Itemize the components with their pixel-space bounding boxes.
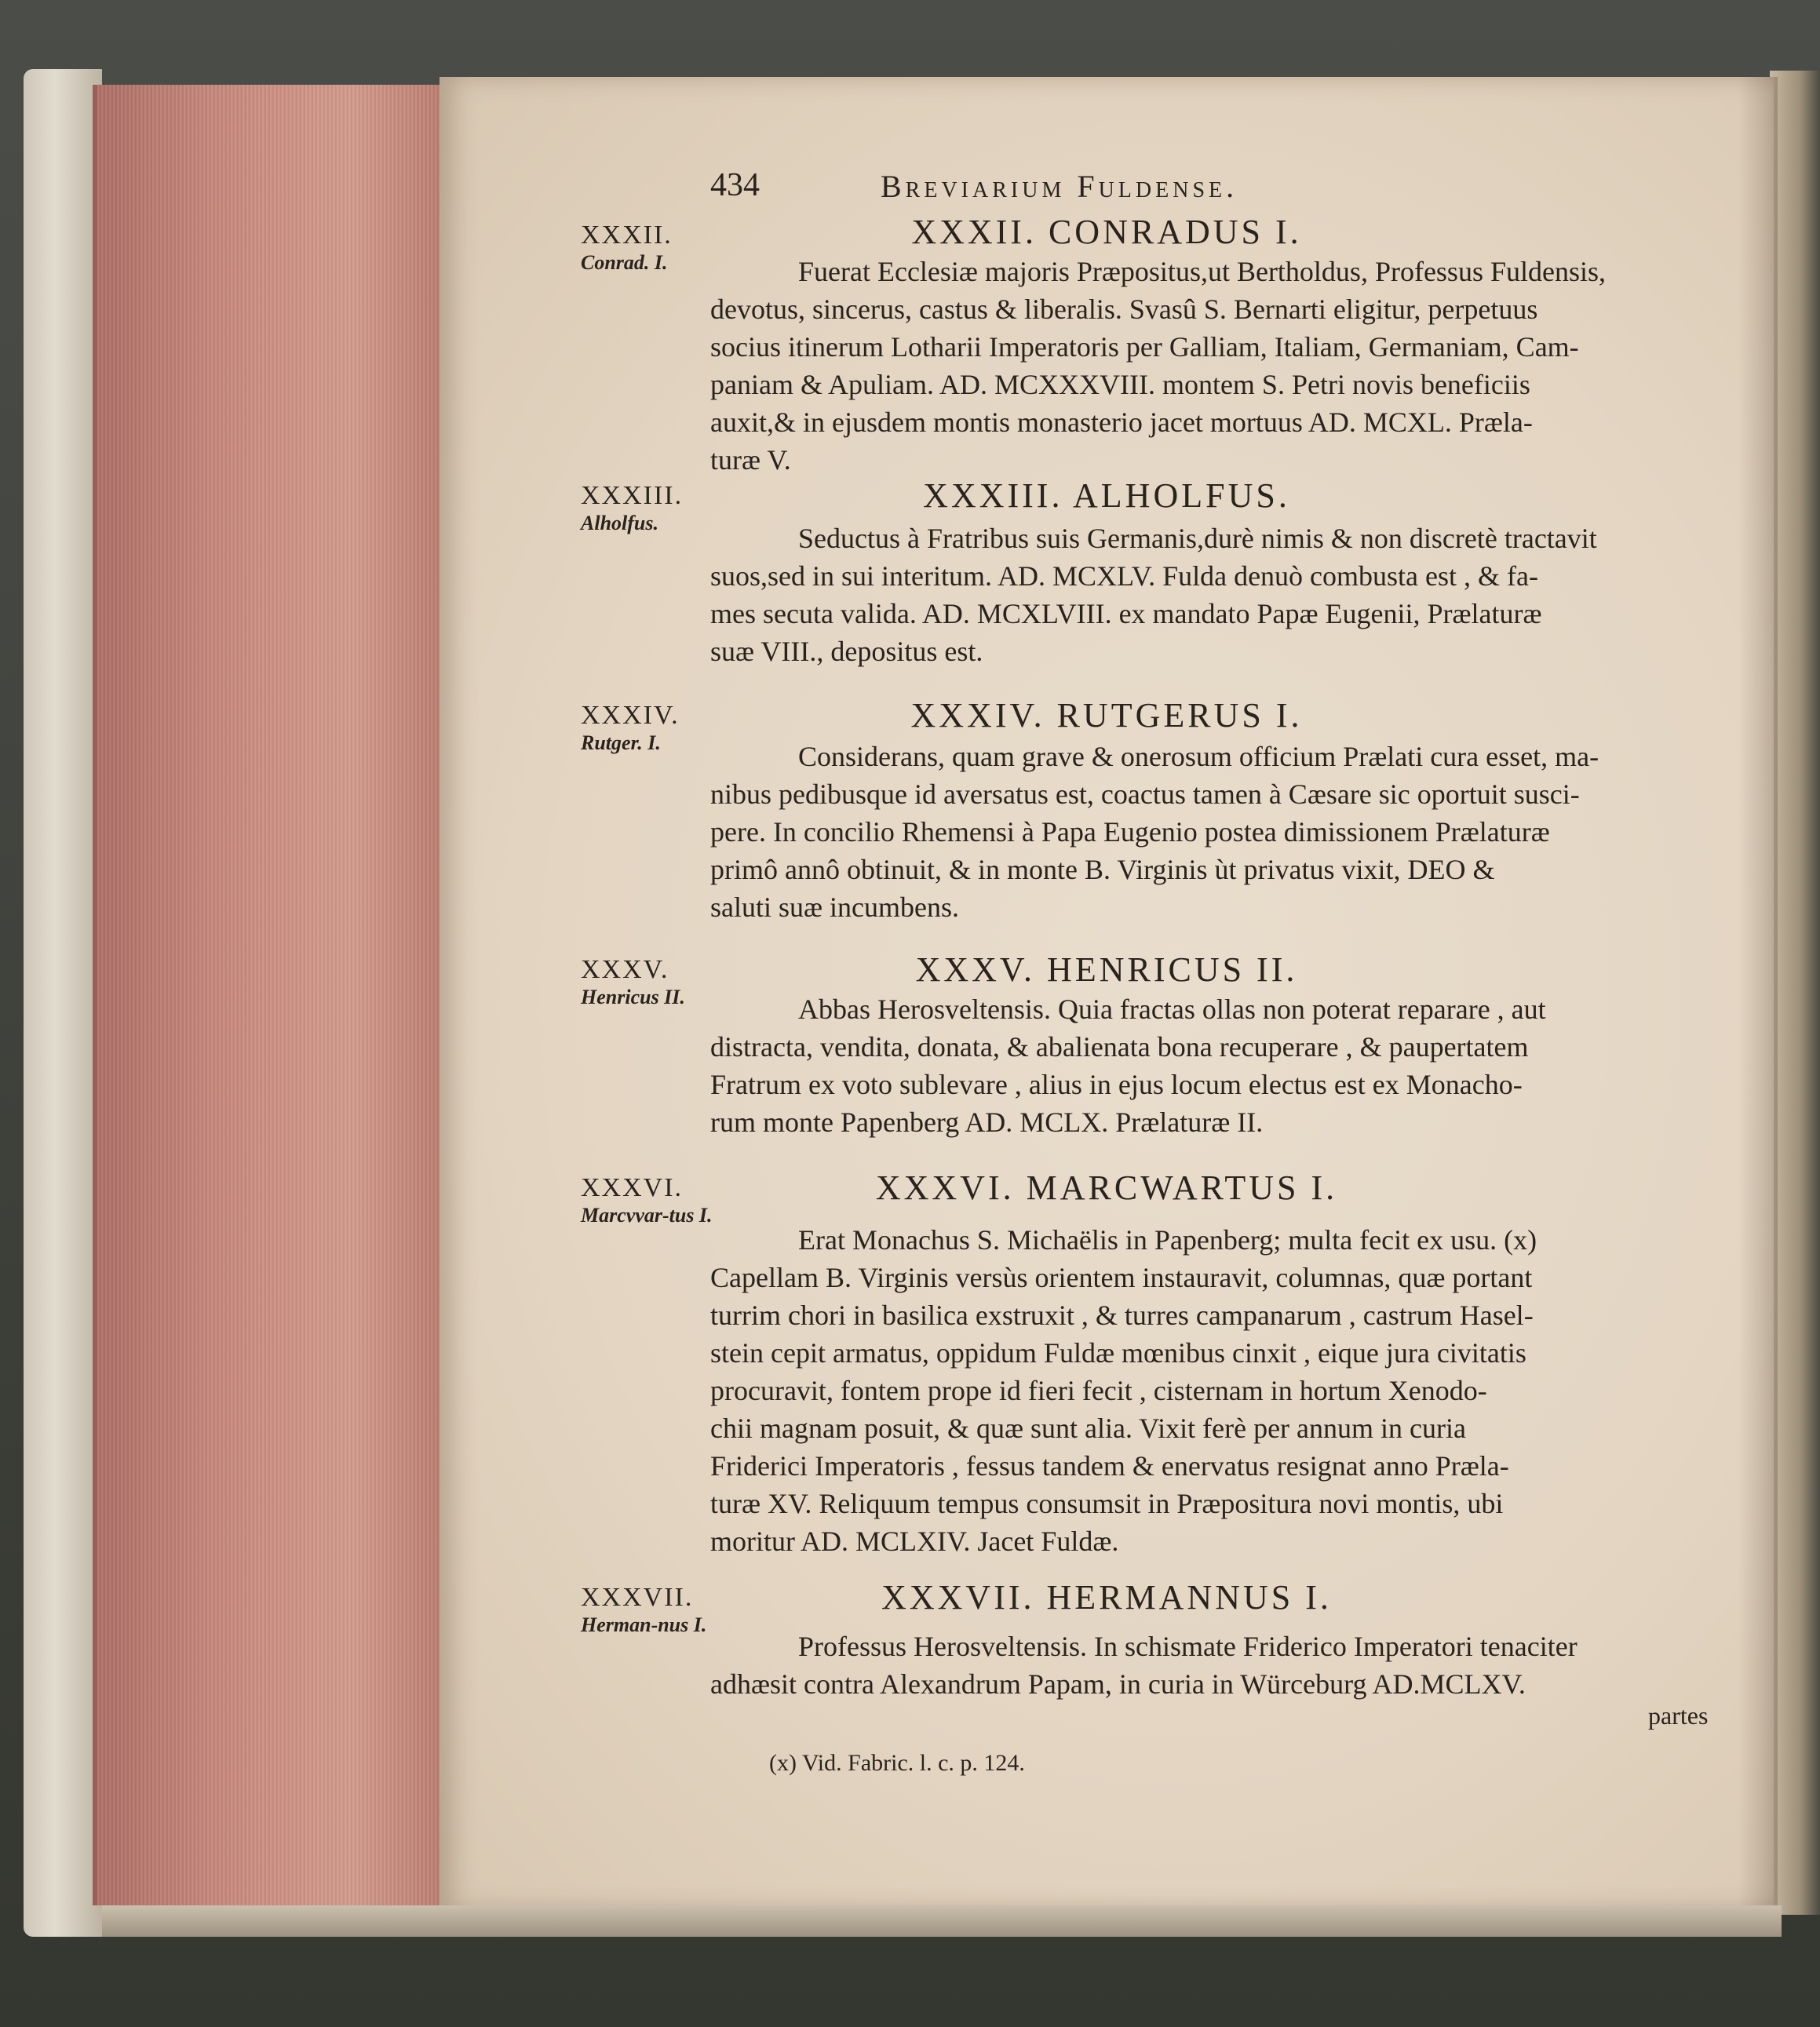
margin-number: XXXV. xyxy=(581,955,669,984)
text-line: Professus Herosveltensis. In schismate Friderico Imperatori tenaciter xyxy=(798,1631,1577,1662)
text-line: Considerans, quam grave & onerosum officium Prælati cura esset, ma- xyxy=(798,741,1599,772)
margin-name: Alholfus. xyxy=(581,512,658,534)
entry-heading: XXXVII. HERMANNUS I. xyxy=(881,1578,1332,1617)
book-cover-left xyxy=(24,69,102,1937)
text-line: Fuerat Ecclesiæ majoris Præpositus,ut Bertholdus, Professus Fuldensis, xyxy=(798,256,1606,287)
entry-heading: XXXVI. MARCWARTUS I. xyxy=(875,1168,1338,1207)
entry-body xyxy=(710,253,1731,479)
spine-shadow xyxy=(1738,77,1778,1909)
text-line: turrim chori in basilica exstruxit , & turres campanarum , castrum Hasel- xyxy=(710,1300,1534,1331)
margin-number: XXXIII. xyxy=(581,481,684,510)
margin-number: XXXII. xyxy=(581,221,673,250)
page-header xyxy=(439,166,1774,213)
text-line: turæ XV. Reliquum tempus consumsit in Præpositura novi montis, ubi xyxy=(710,1488,1504,1519)
entry-heading: XXXIII. ALHOLFUS. xyxy=(923,476,1290,515)
margin-name: Henricus II. xyxy=(581,986,685,1008)
text-line: procuravit, fontem prope id fieri fecit , cisternam in hortum Xenodo- xyxy=(710,1375,1487,1406)
entry-heading: XXXIV. RUTGERUS I. xyxy=(910,696,1303,735)
catchword: partes xyxy=(1648,1701,1709,1730)
margin-name: Rutger. I. xyxy=(581,731,661,754)
text-line: auxit,& in ejusdem montis monasterio jacet mortuus AD. MCXL. Præla- xyxy=(710,406,1533,438)
text-line: Abbas Herosveltensis. Quia fractas ollas non poterat reparare , aut xyxy=(798,993,1546,1025)
entry-body xyxy=(710,1221,1731,1560)
book-cover-bottom xyxy=(102,1905,1782,1937)
page-edges xyxy=(93,85,458,1905)
text-line: suos,sed in sui interitum. AD. MCXLV. Fulda denuò combusta est , & fa- xyxy=(710,560,1538,592)
text-line: nibus pedibusque id aversatus est, coactus tamen à Cæsare sic oportuit susci- xyxy=(710,778,1580,810)
text-line: saluti suæ incumbens. xyxy=(710,891,959,923)
entry-heading: XXXII. CONRADUS I. xyxy=(911,213,1302,251)
entry-body xyxy=(710,990,1731,1141)
text-line: devotus, sincerus, castus & liberalis. Svasû S. Bernarti eligitur, perpetuus xyxy=(710,293,1538,325)
text-line: Friderici Imperatoris , fessus tandem & enervatus resignat anno Præla- xyxy=(710,1450,1509,1482)
text-line: adhæsit contra Alexandrum Papam, in curia in Würceburg AD.MCLXV. xyxy=(710,1668,1526,1700)
entry-body xyxy=(710,1628,1731,1703)
margin-name: Marcvvar-tus I. xyxy=(581,1204,713,1227)
text-line: primô annô obtinuit, & in monte B. Virginis ùt privatus vixit, DEO & xyxy=(710,854,1495,885)
text-line: paniam & Apuliam. AD. MCXXXVIII. montem S. Petri novis beneficiis xyxy=(710,369,1530,400)
footnote: (x) Vid. Fabric. l. c. p. 124. xyxy=(769,1750,1025,1776)
running-head: Breviarium Fuldense. xyxy=(881,169,1238,204)
page-number: 434 xyxy=(710,167,760,203)
entry-heading: XXXV. HENRICUS II. xyxy=(915,950,1298,989)
text-line: moritur AD. MCLXIV. Jacet Fuldæ. xyxy=(710,1526,1119,1557)
margin-number: XXXVI. xyxy=(581,1173,684,1202)
text-line: socius itinerum Lotharii Imperatoris per Galliam, Italiam, Germaniam, Cam- xyxy=(710,331,1579,363)
text-line: rum monte Papenberg AD. MCLX. Prælaturæ II. xyxy=(710,1106,1264,1138)
margin-number: XXXVII. xyxy=(581,1583,694,1612)
text-line: Seductus à Fratribus suis Germanis,durè nimis & non discretè tractavit xyxy=(798,523,1597,554)
text-line: Erat Monachus S. Michaëlis in Papenberg; multa fecit ex usu. (x) xyxy=(798,1224,1537,1256)
text-line: Fratrum ex voto sublevare , alius in ejus locum electus est ex Monacho- xyxy=(710,1069,1523,1100)
text-line: pere. In concilio Rhemensi à Papa Eugenio postea dimissionem Prælaturæ xyxy=(710,816,1550,848)
margin-name: Herman-nus I. xyxy=(581,1613,707,1636)
entry-body xyxy=(710,738,1731,926)
text-line: turæ V. xyxy=(710,444,791,476)
text-line: suæ VIII., depositus est. xyxy=(710,636,983,667)
text-line: stein cepit armatus, oppidum Fuldæ mœnibus cinxit , eique jura civitatis xyxy=(710,1337,1526,1369)
margin-number: XXXIV. xyxy=(581,701,680,730)
text-line: distracta, vendita, donata, & abalienata bona recuperare , & paupertatem xyxy=(710,1031,1529,1063)
text-line: mes secuta valida. AD. MCXLVIII. ex mandato Papæ Eugenii, Prælaturæ xyxy=(710,598,1542,629)
margin-name: Conrad. I. xyxy=(581,251,668,274)
text-line: chii magnam posuit, & quæ sunt alia. Vixit ferè per annum in curia xyxy=(710,1413,1466,1444)
text-line: Capellam B. Virginis versùs orientem instauravit, columnas, quæ portant xyxy=(710,1262,1533,1293)
entry-body xyxy=(710,520,1731,670)
